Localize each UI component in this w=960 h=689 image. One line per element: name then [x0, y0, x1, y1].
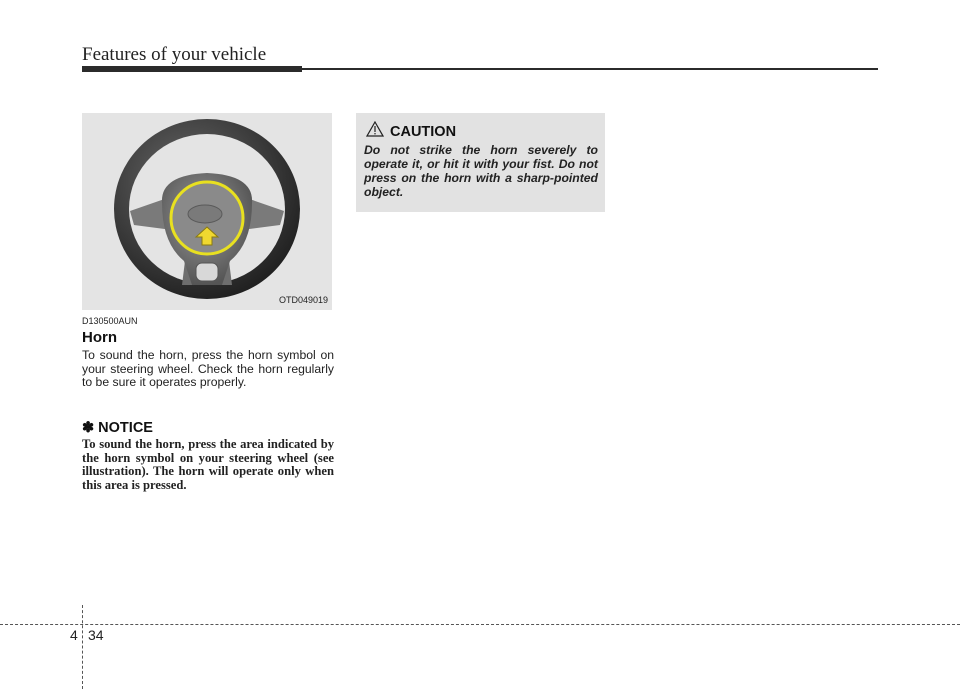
wheel-hub-slot — [196, 263, 218, 281]
caution-body: Do not strike the horn severely to operate it, or hit it with your fist. Do not press on the horn with a sharp-pointed object. — [364, 143, 598, 199]
steering-wheel-figure — [82, 113, 332, 310]
figure-code: OTD049019 — [278, 295, 328, 305]
footer-rule — [0, 624, 960, 625]
footer-vertical-rule — [82, 605, 83, 689]
page-chapter: 4 — [70, 627, 78, 643]
header-rule-thin — [300, 68, 878, 70]
caution-box — [356, 113, 605, 212]
header-rule-thick — [82, 66, 302, 72]
emblem-oval — [188, 205, 222, 223]
steering-wheel-icon — [82, 113, 332, 310]
caution-title: CAUTION — [390, 124, 457, 140]
section-code: D130500AUN — [82, 316, 138, 326]
section-title: Horn — [82, 329, 117, 346]
page-header-title: Features of your vehicle — [82, 44, 267, 65]
notice-title: ✽ NOTICE — [82, 420, 153, 436]
notice-body: To sound the horn, press the area indicated by the horn symbol on your steering wheel (see illustration). The horn will operate only when this area is pressed. — [82, 437, 334, 492]
warning-triangle-icon — [366, 121, 384, 137]
section-body: To sound the horn, press the horn symbol on your steering wheel. Check the horn regularly to be sure it operates properly. — [82, 348, 334, 390]
page-number: 34 — [88, 627, 104, 643]
